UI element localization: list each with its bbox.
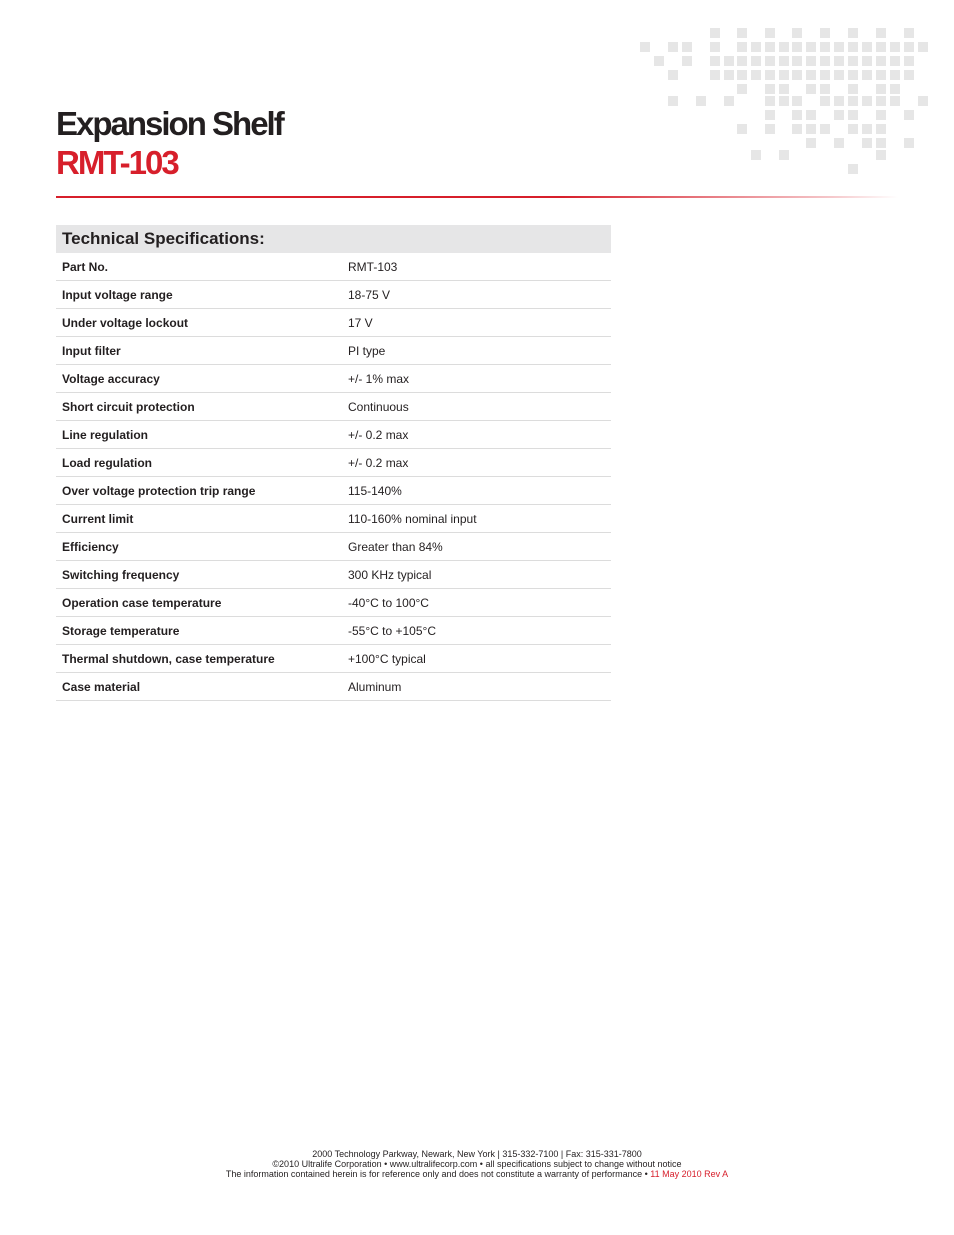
spec-value: 300 KHz typical xyxy=(348,567,432,582)
footer-revision: 11 May 2010 Rev A xyxy=(650,1169,729,1179)
pattern-square xyxy=(876,124,886,134)
pattern-square xyxy=(848,164,858,174)
pattern-square xyxy=(848,84,858,94)
pattern-square xyxy=(834,96,844,106)
pattern-square xyxy=(737,70,747,80)
pattern-square xyxy=(765,56,775,66)
pattern-square xyxy=(862,70,872,80)
footer xyxy=(0,1149,954,1179)
pattern-square xyxy=(710,70,720,80)
pattern-square xyxy=(682,42,692,52)
spec-value: +/- 0.2 max xyxy=(348,455,409,470)
spec-value: -55°C to +105°C xyxy=(348,623,436,638)
pattern-square xyxy=(737,28,747,38)
table-row xyxy=(56,449,611,477)
pattern-square xyxy=(806,124,816,134)
pattern-square xyxy=(710,28,720,38)
pattern-square xyxy=(806,138,816,148)
table-row xyxy=(56,673,611,701)
pattern-square xyxy=(904,28,914,38)
pattern-square xyxy=(876,84,886,94)
pattern-square xyxy=(834,56,844,66)
spec-value: 18-75 V xyxy=(348,287,391,302)
table-row xyxy=(56,281,611,309)
pattern-square xyxy=(737,84,747,94)
table-row xyxy=(56,533,611,561)
pattern-square xyxy=(876,110,886,120)
spec-value: Continuous xyxy=(348,399,409,414)
pattern-square xyxy=(806,70,816,80)
pattern-square xyxy=(876,96,886,106)
table-row xyxy=(56,561,611,589)
pattern-square xyxy=(806,84,816,94)
spec-label: Voltage accuracy xyxy=(62,371,160,386)
pattern-square xyxy=(848,124,858,134)
pattern-square xyxy=(820,42,830,52)
pattern-square xyxy=(820,84,830,94)
pattern-square xyxy=(876,42,886,52)
pattern-square xyxy=(792,56,802,66)
spec-label: Under voltage lockout xyxy=(62,315,189,330)
spec-value: Aluminum xyxy=(348,679,402,694)
spec-label: Over voltage protection trip range xyxy=(62,483,256,498)
pattern-square xyxy=(792,110,802,120)
specs-heading: Technical Specifications: xyxy=(56,225,611,253)
pattern-square xyxy=(904,70,914,80)
spec-label: Case material xyxy=(62,679,141,694)
title-block xyxy=(56,104,283,182)
pattern-square xyxy=(876,138,886,148)
pattern-square xyxy=(904,138,914,148)
spec-label: Storage temperature xyxy=(62,623,180,638)
pattern-square xyxy=(848,42,858,52)
pattern-square xyxy=(765,70,775,80)
pattern-square xyxy=(737,56,747,66)
spec-label: Short circuit protection xyxy=(62,399,195,414)
footer-copyright: ©2010 Ultralife Corporation • www.ultralifecorp.com • all specifications subject to change without notice xyxy=(272,1159,682,1169)
pattern-square xyxy=(710,42,720,52)
spec-label: Part No. xyxy=(62,259,109,274)
pattern-square xyxy=(737,42,747,52)
model-number: RMT-103 xyxy=(56,144,178,181)
pattern-square xyxy=(806,56,816,66)
pattern-square xyxy=(792,124,802,134)
pattern-square xyxy=(890,96,900,106)
pattern-square xyxy=(765,124,775,134)
pattern-square xyxy=(918,42,928,52)
pattern-square xyxy=(779,56,789,66)
pattern-square xyxy=(848,96,858,106)
spec-rows xyxy=(56,253,611,701)
table-row xyxy=(56,365,611,393)
table-row xyxy=(56,393,611,421)
spec-label: Load regulation xyxy=(62,455,152,470)
table-row xyxy=(56,505,611,533)
pattern-square xyxy=(806,110,816,120)
pattern-square xyxy=(848,28,858,38)
pattern-square xyxy=(765,28,775,38)
pattern-square xyxy=(890,70,900,80)
pattern-square xyxy=(751,70,761,80)
footer-disclaimer-text: The information contained herein is for reference only and does not constitute a warranty of performance • xyxy=(225,1169,651,1179)
spec-label: Switching frequency xyxy=(62,567,180,582)
pattern-square xyxy=(834,42,844,52)
spec-label: Input filter xyxy=(62,343,121,358)
pattern-square xyxy=(710,56,720,66)
spec-value: +/- 1% max xyxy=(348,371,410,386)
spec-label: Thermal shutdown, case temperature xyxy=(62,651,275,666)
pattern-square xyxy=(668,70,678,80)
pattern-square xyxy=(792,96,802,106)
pattern-square xyxy=(779,84,789,94)
page-title: Expansion Shelf xyxy=(56,105,283,142)
table-row xyxy=(56,477,611,505)
spec-value: 115-140% xyxy=(348,483,402,498)
pattern-square xyxy=(779,70,789,80)
pattern-square xyxy=(834,138,844,148)
pattern-square xyxy=(904,110,914,120)
pattern-square xyxy=(751,42,761,52)
pattern-square xyxy=(724,96,734,106)
pattern-square xyxy=(737,124,747,134)
spec-label: Input voltage range xyxy=(62,287,173,302)
pattern-square xyxy=(779,150,789,160)
spec-value: +/- 0.2 max xyxy=(348,427,409,442)
table-row xyxy=(56,253,611,281)
spec-value: +100°C typical xyxy=(348,651,426,666)
table-row xyxy=(56,645,611,673)
pattern-square xyxy=(862,56,872,66)
pattern-square xyxy=(820,96,830,106)
pattern-square xyxy=(862,138,872,148)
pattern-square xyxy=(806,42,816,52)
pattern-square xyxy=(751,150,761,160)
technical-specifications-table xyxy=(56,225,611,701)
pattern-square xyxy=(876,56,886,66)
pattern-square xyxy=(876,28,886,38)
pattern-square xyxy=(848,70,858,80)
pattern-square xyxy=(765,84,775,94)
pattern-square xyxy=(834,110,844,120)
pattern-square xyxy=(834,70,844,80)
pattern-square xyxy=(724,56,734,66)
pattern-square xyxy=(890,56,900,66)
spec-label: Line regulation xyxy=(62,427,149,442)
pattern-square xyxy=(848,110,858,120)
pattern-square xyxy=(751,56,761,66)
pattern-square xyxy=(876,70,886,80)
pattern-square xyxy=(640,42,650,52)
header-divider xyxy=(56,196,898,198)
pattern-square xyxy=(904,42,914,52)
pattern-square xyxy=(792,28,802,38)
pattern-square xyxy=(890,84,900,94)
pattern-square xyxy=(668,96,678,106)
spec-value: PI type xyxy=(348,343,386,358)
table-row xyxy=(56,309,611,337)
pattern-square xyxy=(848,56,858,66)
table-row xyxy=(56,421,611,449)
pattern-square xyxy=(682,56,692,66)
pattern-square xyxy=(792,70,802,80)
pattern-square xyxy=(820,70,830,80)
pattern-square xyxy=(876,150,886,160)
spec-value: RMT-103 xyxy=(348,259,398,274)
spec-value: -40°C to 100°C xyxy=(348,595,429,610)
pattern-square xyxy=(890,42,900,52)
spec-value: Greater than 84% xyxy=(348,539,443,554)
pattern-square xyxy=(779,96,789,106)
table-row xyxy=(56,337,611,365)
pattern-square xyxy=(765,110,775,120)
footer-address: 2000 Technology Parkway, Newark, New York | 315-332-7100 | Fax: 315-331-7800 xyxy=(312,1149,642,1159)
pattern-square xyxy=(904,56,914,66)
pattern-square xyxy=(724,70,734,80)
table-row xyxy=(56,589,611,617)
pattern-square xyxy=(654,56,664,66)
pattern-square xyxy=(668,42,678,52)
table-row xyxy=(56,617,611,645)
spec-label: Operation case temperature xyxy=(62,595,222,610)
pattern-square xyxy=(820,28,830,38)
pattern-square xyxy=(820,124,830,134)
pattern-square xyxy=(696,96,706,106)
pattern-square xyxy=(862,96,872,106)
pattern-square xyxy=(918,96,928,106)
pattern-square xyxy=(862,42,872,52)
pattern-square xyxy=(820,56,830,66)
spec-label: Current limit xyxy=(62,511,134,526)
pattern-square xyxy=(765,96,775,106)
pattern-square xyxy=(862,124,872,134)
footer-disclaimer xyxy=(0,1169,954,1179)
pattern-square xyxy=(765,42,775,52)
spec-value: 110-160% nominal input xyxy=(348,511,477,526)
spec-label: Efficiency xyxy=(62,539,119,554)
spec-value: 17 V xyxy=(348,315,373,330)
pattern-square xyxy=(779,42,789,52)
pattern-square xyxy=(792,42,802,52)
